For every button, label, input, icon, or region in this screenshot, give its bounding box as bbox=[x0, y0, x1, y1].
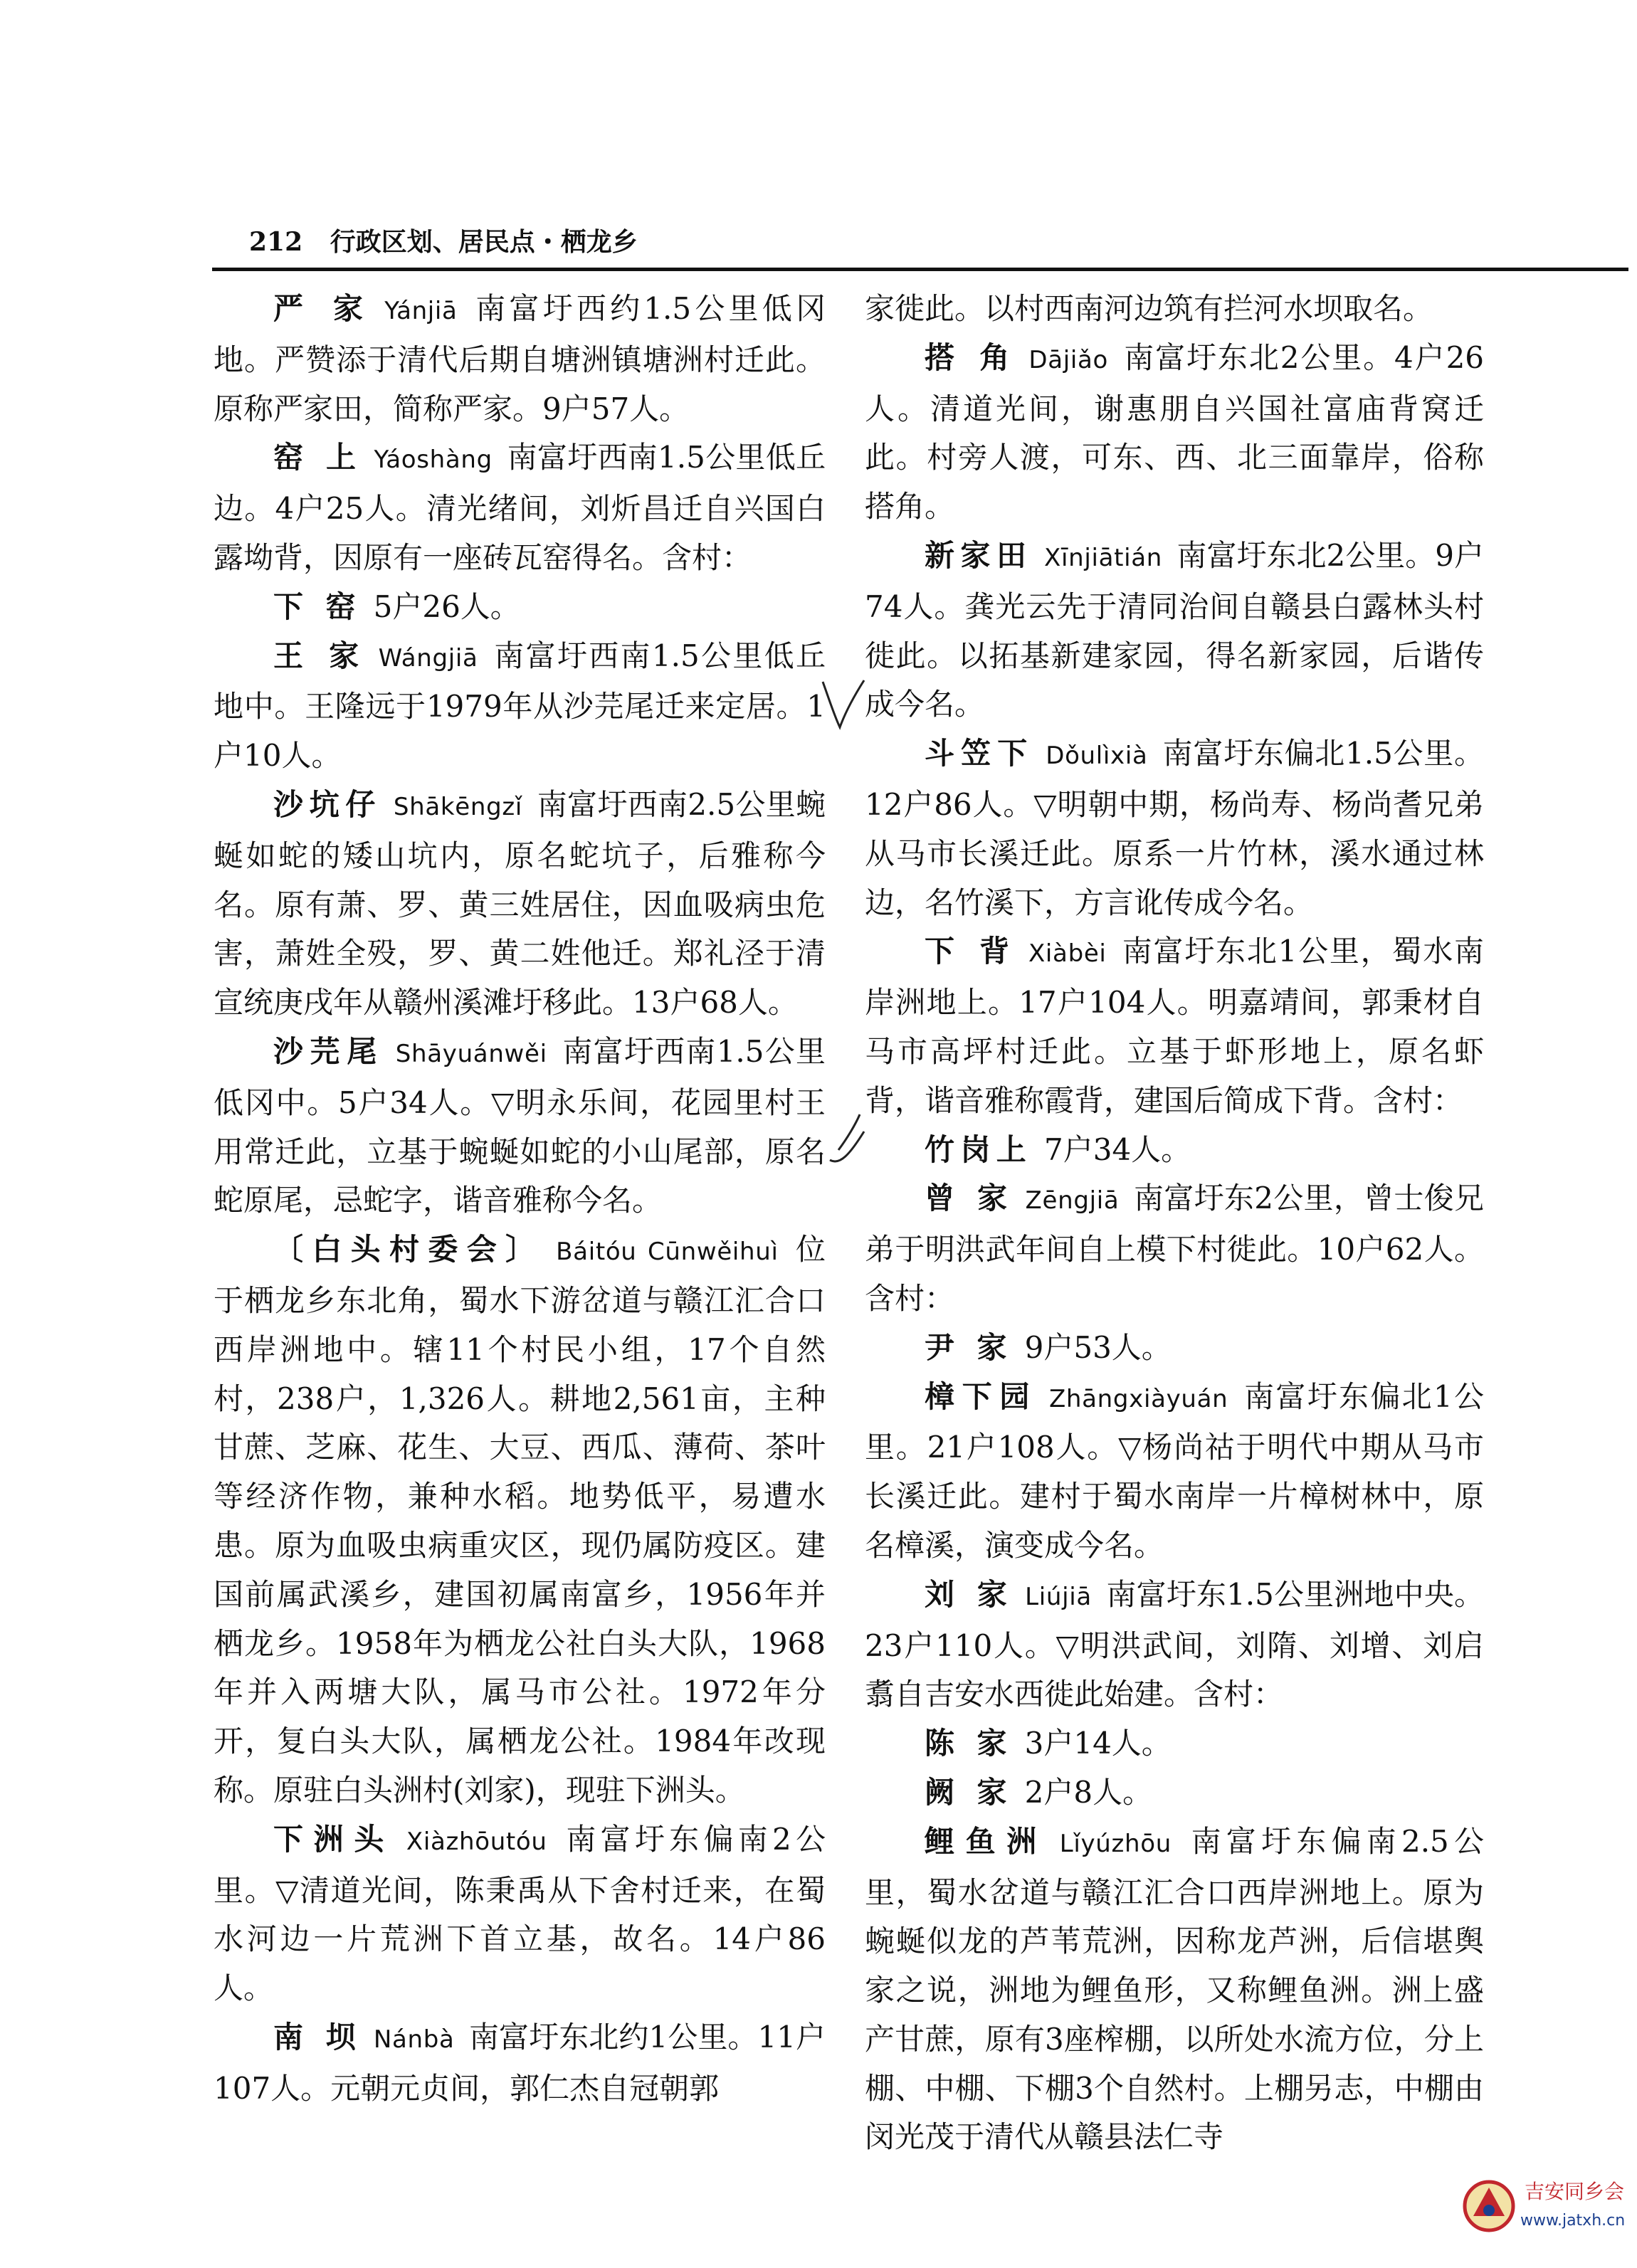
right-column bbox=[865, 285, 1484, 2162]
village-entry bbox=[214, 2013, 826, 2114]
entry-text: 南富圩东偏南2公里。▽清道光间，陈秉禹从下舍村迁来，在蜀水河边一片荒洲下首立基，故名。14户86人。 bbox=[214, 1821, 826, 2006]
entry-text: 南富圩西南1.5公里低丘边。4户25人。清光绪间，刘炘昌迁自兴国白露坳背，因原有一座砖瓦窑得名。含村： bbox=[214, 440, 826, 575]
place-name: 曾 家 bbox=[925, 1181, 1014, 1216]
place-name: 沙芫尾 bbox=[273, 1033, 384, 1069]
sub-village-entry bbox=[273, 583, 826, 632]
entry-text: 2户8人。 bbox=[1024, 1774, 1153, 1810]
place-name: 窑 上 bbox=[273, 440, 362, 475]
site-watermark bbox=[1459, 2171, 1630, 2249]
sub-village-entry bbox=[925, 1768, 1484, 1818]
place-name: 鲤鱼洲 bbox=[925, 1823, 1048, 1859]
place-pinyin: Zēngjiā bbox=[1025, 1186, 1120, 1215]
entry-text: 位于栖龙乡东北角，蜀水下游岔道与赣江汇合口西岸洲地中。辖11个村民小组，17个自然村，238户，1,326人。耕地2,561亩，主种甘蔗、芝麻、花生、大豆、西瓜、薄荷、茶叶等经济作物，兼种水稻。地势低平，易遭水患。原为血吸虫病重灾区，现仍属防疫区。建国前属武溪乡，建国初属南富乡，1956年并栖龙乡。1958年为栖龙公社白头大队，1968年并入两塘大队，属马市公社。1972年分开，复白头大队，属栖龙公社。1984年改现称。原驻白头洲村(刘家)，现驻下洲头。 bbox=[214, 1232, 826, 1808]
place-pinyin: Shākēngzǐ bbox=[393, 792, 523, 821]
place-name: 搭 角 bbox=[925, 339, 1017, 375]
entry-text: 南富圩东偏南2.5公里，蜀水岔道与赣江汇合口西岸洲地上。原为蜿蜒似龙的芦苇荒洲，因称龙芦洲，后信堪舆家之说，洲地为鲤鱼形，又称鲤鱼洲。洲上盛产甘蔗，原有3座榨棚，以所处水流方位，分上棚、中棚、下棚3个自然村。上棚另志，中棚由闵光茂于清代从赣县法仁寺 bbox=[865, 1823, 1485, 2155]
entry-text: 南富圩东偏北1公里。21户108人。▽杨尚祜于明代中期从马市长溪迁此。建村于蜀水南岸一片樟树林中，原名樟溪，演变成今名。 bbox=[865, 1378, 1484, 1563]
watermark-url: www.jatxh.cn bbox=[1520, 2212, 1626, 2230]
check-mark-icon bbox=[818, 676, 868, 733]
place-name: 刘 家 bbox=[925, 1576, 1014, 1612]
watermark-site-name: 吉安同乡会 bbox=[1525, 2180, 1625, 2203]
place-name: 严 家 bbox=[273, 291, 373, 326]
place-name: 樟下园 bbox=[925, 1378, 1038, 1414]
place-pinyin: Xiàbèi bbox=[1028, 939, 1107, 969]
place-name: 王 家 bbox=[273, 638, 367, 673]
village-entry bbox=[865, 927, 1484, 1125]
place-name: 〔白头村委会〕 bbox=[273, 1232, 544, 1267]
place-name: 陈 家 bbox=[925, 1726, 1013, 1761]
entry-text: 南富圩东北约1公里。11户107人。元朝元贞间，郭仁杰自冠朝郭 bbox=[214, 2019, 826, 2106]
place-name: 下 窑 bbox=[273, 589, 362, 624]
entry-text: 家徙此。以村西南河边筑有拦河水坝取名。 bbox=[865, 291, 1433, 326]
village-entry bbox=[865, 1818, 1484, 2163]
place-pinyin: Dājiǎo bbox=[1028, 345, 1108, 374]
sub-village-entry bbox=[925, 1324, 1484, 1373]
village-entry bbox=[214, 632, 826, 781]
place-name: 新家田 bbox=[925, 537, 1033, 573]
entry-text: 南富圩西南2.5公里蜿蜒如蛇的矮山坑内，原名蛇坑子，后雅称今名。原有萧、罗、黄三姓居住，因血吸病虫危害，萧姓全殁，罗、黄二姓他迁。郑礼泾于清宣统庚戌年从赣州溪滩圩移此。13户68人。 bbox=[214, 786, 826, 1020]
entry-text: 南富圩东2公里，曾士俊兄弟于明洪武年间自上模下村徙此。10户62人。含村： bbox=[865, 1181, 1484, 1316]
village-entry bbox=[865, 1373, 1484, 1571]
entry-text: 9户53人。 bbox=[1024, 1329, 1172, 1365]
village-entry bbox=[214, 1225, 826, 1815]
entry-text: 3户14人。 bbox=[1024, 1726, 1172, 1761]
place-pinyin: Yánjiā bbox=[384, 297, 458, 325]
place-name: 尹 家 bbox=[925, 1329, 1013, 1365]
place-pinyin: Wángjiā bbox=[378, 643, 478, 673]
place-name: 竹岗上 bbox=[925, 1132, 1033, 1167]
place-pinyin: Báitóu Cūnwěihuì bbox=[556, 1238, 779, 1267]
page-number: 212 bbox=[249, 227, 303, 257]
place-pinyin: Shāyuánwěi bbox=[395, 1039, 547, 1068]
place-pinyin: Liújiā bbox=[1025, 1582, 1092, 1611]
village-entry bbox=[214, 285, 826, 433]
village-entry bbox=[865, 532, 1484, 729]
sub-village-entry bbox=[925, 1719, 1484, 1768]
village-entry bbox=[214, 1815, 826, 2013]
entry-text: 南富圩东北2公里。4户26人。清道光间，谢惠朋自兴国社富庙背窝迁此。村旁人渡，可东、西、北三面靠岸，俗称搭角。 bbox=[865, 339, 1485, 524]
village-entry bbox=[214, 781, 826, 1028]
place-pinyin: Yáoshàng bbox=[374, 445, 493, 475]
entry-text: 5户26人。 bbox=[373, 589, 520, 624]
place-pinyin: Zhāngxiàyuán bbox=[1048, 1384, 1228, 1413]
place-name: 南 坝 bbox=[273, 2019, 362, 2055]
place-name: 下洲头 bbox=[273, 1821, 395, 1857]
entry-text: 南富圩东北1公里，蜀水南岸洲地上。17户104人。明嘉靖间，郭秉材自马市高坪村迁此。立基于虾形地上，原名虾背，谐音雅称霞背，建国后简成下背。含村： bbox=[865, 934, 1484, 1118]
village-entry bbox=[214, 433, 826, 582]
entry-text: 南富圩西南1.5公里低冈中。5户34人。▽明永乐间，花园里村王用常迁此，立基于蜿蜒如蛇的小山尾部，原名蛇原尾，忌蛇字，谐音雅称今名。 bbox=[214, 1033, 826, 1218]
header-rule bbox=[212, 268, 1628, 271]
place-pinyin: Dǒulìxià bbox=[1046, 742, 1148, 771]
place-name: 斗笠下 bbox=[925, 736, 1034, 771]
sub-village-entry bbox=[925, 1126, 1484, 1175]
place-name: 沙坑仔 bbox=[273, 786, 382, 822]
place-pinyin: Lǐyúzhōu bbox=[1059, 1829, 1172, 1858]
entry-text: 南富圩东北2公里。9户74人。龚光云先于清同治间自赣县白露林头村徙此。以拓基新建家园，得名新家园，后谐传成今名。 bbox=[865, 537, 1485, 722]
place-pinyin: Xīnjiātián bbox=[1044, 543, 1163, 572]
entry-text: 南富圩东偏北1.5公里。12户86人。▽明朝中期，杨尚寿、杨尚耆兄弟从马市长溪迁此。原系一片竹林，溪水通过林边，名竹溪下，方言讹传成今名。 bbox=[865, 736, 1485, 920]
logo-icon bbox=[1459, 2173, 1519, 2245]
page-header bbox=[249, 221, 1402, 263]
place-pinyin: Xiàzhōutóu bbox=[406, 1827, 547, 1856]
village-entry bbox=[214, 1028, 826, 1225]
entry-text: 南富圩西南1.5公里低丘地中。王隆远于1979年从沙芫尾迁来定居。1户10人。 bbox=[214, 638, 826, 774]
village-entry bbox=[865, 1571, 1484, 1719]
running-title: 行政区划、居民点・栖龙乡 bbox=[330, 227, 638, 257]
entry-continuation bbox=[865, 285, 1484, 334]
place-name: 阙 家 bbox=[925, 1774, 1013, 1810]
entry-text: 南富圩东1.5公里洲地中央。23户110人。▽明洪武间，刘隋、刘增、刘启翥自吉安水西徙此始建。含村： bbox=[865, 1576, 1484, 1712]
place-pinyin: Nánbà bbox=[373, 2025, 455, 2054]
place-name: 下 背 bbox=[925, 934, 1017, 969]
village-entry bbox=[865, 1174, 1484, 1323]
left-column bbox=[214, 285, 826, 2113]
entry-text: 7户34人。 bbox=[1044, 1132, 1191, 1167]
entry-text: 南富圩西约1.5公里低冈地。严赞添于清代后期自塘洲镇塘洲村迁此。原称严家田，简称严家。9户57人。 bbox=[214, 291, 826, 426]
village-entry bbox=[865, 334, 1484, 532]
check-mark-icon bbox=[826, 1110, 868, 1174]
village-entry bbox=[865, 729, 1484, 927]
